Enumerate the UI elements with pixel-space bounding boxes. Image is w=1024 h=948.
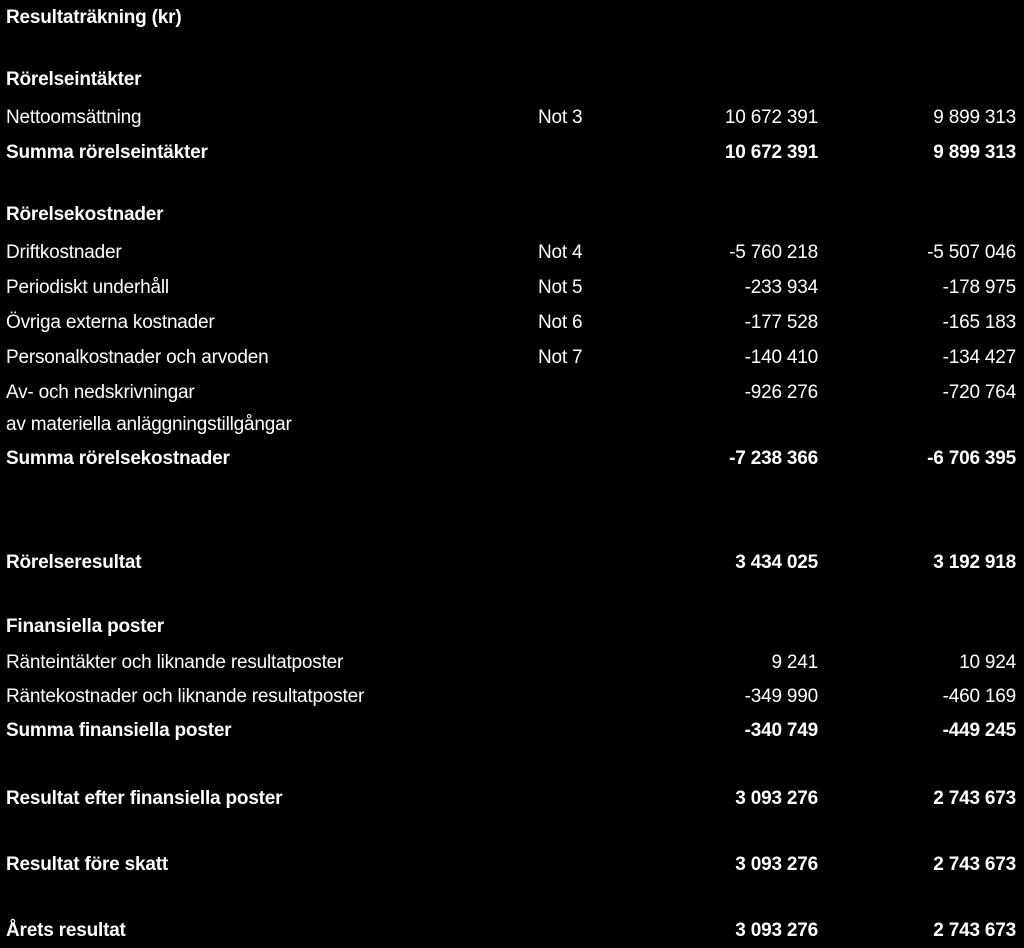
table-row-arets-resultat [0, 918, 1024, 944]
section-heading: Finansiella poster [6, 616, 164, 637]
row-label: Räntekostnader och liknande resultatposter [6, 686, 365, 707]
table-row-av-och-nedskrivningar [0, 380, 1024, 406]
row-value-current-year: 3 093 276 [735, 920, 818, 941]
row-value-current-year: 3 434 025 [735, 552, 818, 573]
row-value-previous-year: 9 899 313 [933, 107, 1016, 128]
table-row-driftkostnader [0, 240, 1024, 266]
row-note: Not 6 [538, 312, 583, 333]
section-heading: Rörelseintäkter [6, 69, 142, 90]
row-label: av materiella anläggningstillgångar [6, 414, 292, 435]
row-value-current-year: -926 276 [744, 382, 818, 403]
row-value-current-year: -7 238 366 [729, 448, 818, 469]
section-heading: Rörelsekostnader [6, 204, 164, 225]
row-value-current-year: -177 528 [744, 312, 818, 333]
row-value-previous-year: -449 245 [942, 720, 1016, 741]
row-label: Rörelseresultat [6, 552, 142, 573]
row-value-previous-year: -134 427 [942, 347, 1016, 368]
table-row-summa-rorelsekostnader [0, 446, 1024, 472]
row-value-previous-year: -720 764 [942, 382, 1016, 403]
table-row-resultat-efter-finansiella-poster [0, 786, 1024, 812]
row-note: Not 4 [538, 242, 583, 263]
row-value-previous-year: -165 183 [942, 312, 1016, 333]
row-label: Årets resultat [6, 920, 126, 941]
row-value-current-year: -140 410 [744, 347, 818, 368]
table-row-ovriga-externa-kostnader [0, 310, 1024, 336]
row-label: Resultat efter finansiella poster [6, 788, 283, 809]
row-note: Not 5 [538, 277, 583, 298]
row-value-current-year: -349 990 [744, 686, 818, 707]
row-label: Summa rörelseintäkter [6, 142, 208, 163]
row-label: Övriga externa kostnader [6, 312, 215, 333]
section-heading-rorelseintakter [0, 67, 1024, 93]
row-label: Nettoomsättning [6, 107, 142, 128]
row-value-current-year: 9 241 [771, 652, 818, 673]
row-value-previous-year: 3 192 918 [933, 552, 1016, 573]
row-note: Not 7 [538, 347, 583, 368]
row-note: Not 3 [538, 107, 583, 128]
table-row-summa-rorelseintakter [0, 140, 1024, 166]
row-value-previous-year: 9 899 313 [933, 142, 1016, 163]
row-value-current-year: -233 934 [744, 277, 818, 298]
row-value-previous-year: 10 924 [959, 652, 1016, 673]
row-value-current-year: 3 093 276 [735, 854, 818, 875]
row-value-previous-year: 2 743 673 [933, 854, 1016, 875]
table-row-materiella-anlaggningstillgangar [0, 412, 1024, 438]
section-heading-rorelsekostnader [0, 202, 1024, 228]
table-row-resultat-fore-skatt [0, 852, 1024, 878]
row-label: Driftkostnader [6, 242, 122, 263]
row-value-previous-year: -178 975 [942, 277, 1016, 298]
row-label: Resultat före skatt [6, 854, 168, 875]
statement-title: Resultaträkning (kr) [6, 7, 182, 28]
table-row-periodiskt-underhall [0, 275, 1024, 301]
row-value-previous-year: 2 743 673 [933, 920, 1016, 941]
table-row-ranteintakter [0, 650, 1024, 676]
row-label: Ränteintäkter och liknande resultatposter [6, 652, 344, 673]
table-row-personalkostnader [0, 345, 1024, 371]
row-label: Periodiskt underhåll [6, 277, 169, 298]
table-row-nettoomsattning [0, 105, 1024, 131]
section-heading-finansiella-poster [0, 614, 1024, 640]
row-value-previous-year: 2 743 673 [933, 788, 1016, 809]
statement-title-row [0, 5, 1024, 31]
row-label: Personalkostnader och arvoden [6, 347, 269, 368]
row-value-current-year: 3 093 276 [735, 788, 818, 809]
row-label: Summa finansiella poster [6, 720, 232, 741]
row-value-current-year: -340 749 [744, 720, 818, 741]
table-row-summa-finansiella-poster [0, 718, 1024, 744]
table-row-rorelseresultat [0, 550, 1024, 576]
row-label: Av- och nedskrivningar [6, 382, 195, 403]
row-value-current-year: -5 760 218 [729, 242, 818, 263]
row-value-previous-year: -6 706 395 [927, 448, 1016, 469]
table-row-rantekostnader [0, 684, 1024, 710]
row-value-current-year: 10 672 391 [724, 142, 818, 163]
row-value-previous-year: -460 169 [942, 686, 1016, 707]
row-label: Summa rörelsekostnader [6, 448, 230, 469]
row-value-previous-year: -5 507 046 [927, 242, 1016, 263]
row-value-current-year: 10 672 391 [724, 107, 818, 128]
